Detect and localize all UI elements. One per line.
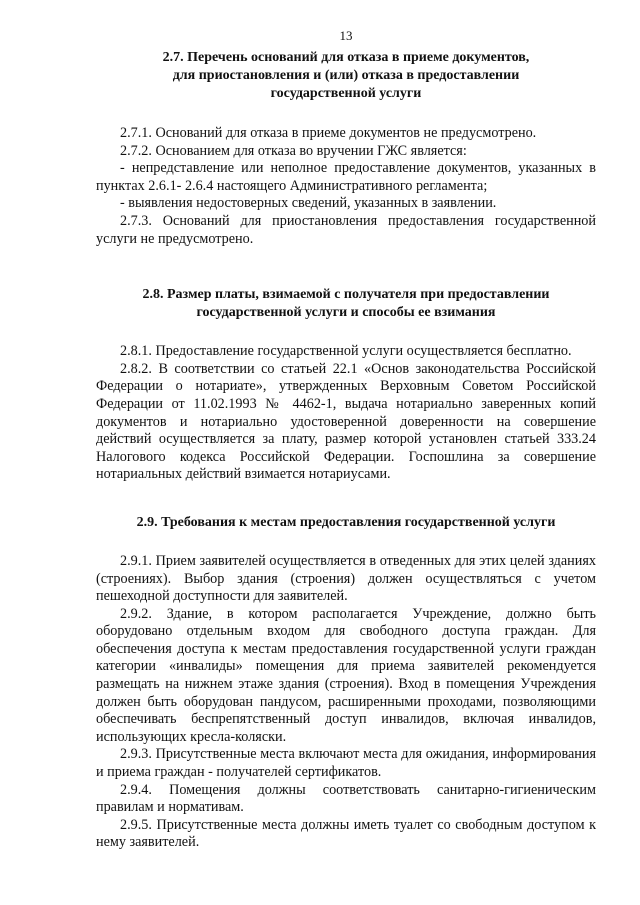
paragraph-2-8-2: 2.8.2. В соответствии со статьей 22.1 «Основ законодательства Российской Федерации о нотариате», утвержденных Верховным Советом Российской Федерации от 11.02.1993 № 4462-1, выдача нотариально заверенных копий документов и нотариально удостоверенной доверенности на совершение действий осуществляется за плату, размер которой установлен статьей 333.24 Налогового кодекса Российской Федерации. Госпошлина за совершение нотариальных действий взимается нотариусами. bbox=[96, 360, 596, 483]
paragraph-list-item: - выявления недостоверных сведений, указанных в заявлении. bbox=[120, 195, 497, 212]
heading-line: 2.8. Размер платы, взимаемой с получателя при предоставлении bbox=[142, 287, 550, 303]
paragraph-2-9-2: 2.9.2. Здание, в котором располагается Учреждение, должно быть оборудовано отдельным входом для свободного доступа граждан. Для обеспечения доступа к местам предоставления государственной услуги граждан категории «инвалиды» помещения для приема заявителей рекомендуется размещать на нижнем этаже здания (строения). Вход в помещения Учреждения должен быть оборудован пандусом, расширенными проходами, позволяющими обеспечивать беспрепятственный доступ инвалидов, включая инвалидов, использующих кресла-коляски. bbox=[96, 605, 596, 745]
heading-line: для приостановления и (или) отказа в предоставлении bbox=[172, 68, 520, 83]
page-number: 13 bbox=[339, 28, 353, 43]
paragraph-2-7-3: 2.7.3. Оснований для приостановления предоставления государственной услуги не предусмотрено. bbox=[96, 212, 596, 247]
paragraph-2-9-1: 2.9.1. Прием заявителей осуществляется в отведенных для этих целей зданиях (строениях). Выбор здания (строения) должен осуществляться с учетом пешеходной доступности для заявителей. bbox=[96, 552, 596, 605]
section-2-8-body bbox=[96, 343, 596, 484]
section-2-9-heading bbox=[96, 514, 596, 532]
heading-line: государственной услуги и способы ее взимания bbox=[196, 305, 496, 321]
heading-line: государственной услуги bbox=[270, 86, 422, 101]
heading-line: 2.9. Требования к местам предоставления государственной услуги bbox=[136, 514, 556, 530]
paragraph-2-9-3: 2.9.3. Присутственные места включают места для ожидания, информирования и приема граждан - получателей сертификатов. bbox=[96, 746, 596, 781]
paragraph-2-8-1: 2.8.1. Предоставление государственной услуги осуществляется бесплатно. bbox=[120, 343, 572, 360]
paragraph-2-7-2: 2.7.2. Основанием для отказа во вручении ГЖС является: bbox=[120, 142, 467, 159]
paragraph-2-9-5: 2.9.5. Присутственные места должны иметь туалет со свободным доступом к нему заявителей. bbox=[96, 816, 596, 851]
paragraph-2-9-4: 2.9.4. Помещения должны соответствовать санитарно-гигиеническим правилам и нормативам. bbox=[96, 781, 596, 816]
paragraph-2-7-1: 2.7.1. Оснований для отказа в приеме документов не предусмотрено. bbox=[120, 125, 537, 141]
paragraph-list-item: - непредставление или неполное предоставление документов, указанных в пунктах 2.6.1- 2.6.4 настоящего Административного регламента; bbox=[96, 160, 596, 194]
heading-line: 2.7. Перечень оснований для отказа в приеме документов, bbox=[162, 50, 530, 65]
section-2-8-heading bbox=[96, 286, 596, 322]
section-2-7-body bbox=[96, 125, 596, 248]
section-2-9-body bbox=[96, 553, 596, 852]
section-2-7-heading bbox=[96, 49, 596, 103]
